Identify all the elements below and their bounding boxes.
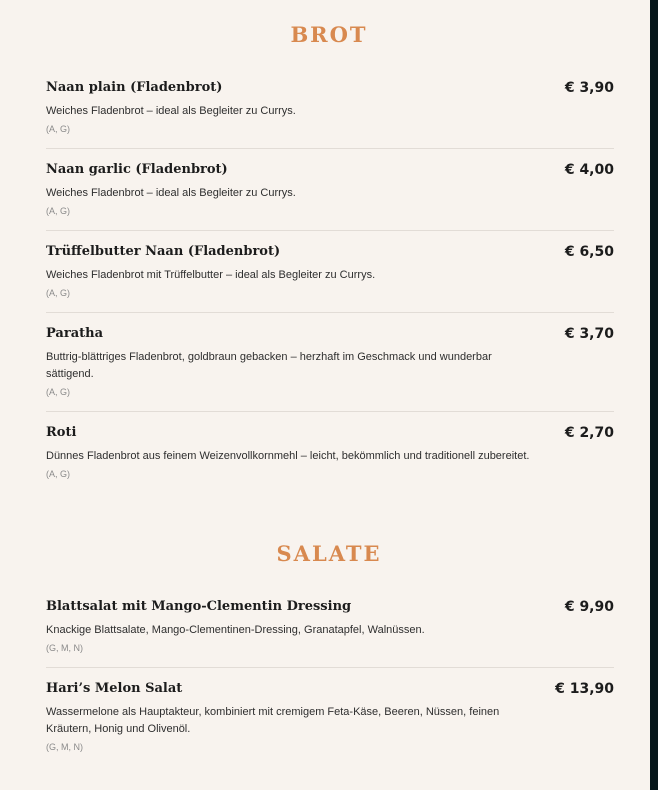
divider [46, 148, 614, 149]
item-price: € 6,50 [564, 244, 614, 260]
menu-item [46, 425, 614, 480]
item-description: Weiches Fladenbrot mit Trüffelbutter – ideal als Begleiter zu Currys. [46, 269, 376, 281]
item-price: € 3,90 [564, 80, 614, 96]
item-description: Buttrig-blättriges Fladenbrot, goldbraun gebacken – herzhaft im Geschmack und wunderbar sättigend. [46, 351, 492, 380]
item-price: € 3,70 [564, 326, 614, 342]
item-description: Weiches Fladenbrot – ideal als Begleiter zu Currys. [46, 105, 296, 117]
divider [46, 411, 614, 412]
item-allergens: (A, G) [46, 288, 70, 298]
menu-item [46, 681, 614, 753]
section-salate [0, 541, 658, 566]
item-name: Paratha [46, 326, 104, 341]
item-description: Weiches Fladenbrot – ideal als Begleiter zu Currys. [46, 187, 296, 199]
menu-item [46, 599, 614, 654]
menu-item [46, 162, 614, 217]
item-name: Blattsalat mit Mango-Clementin Dressing [46, 599, 352, 614]
item-allergens: (G, M, N) [46, 643, 83, 653]
menu-item [46, 326, 614, 398]
item-price: € 2,70 [564, 425, 614, 441]
divider [46, 312, 614, 313]
item-description: Dünnes Fladenbrot aus feinem Weizenvollkornmehl – leicht, bekömmlich und traditionell zubereitet. [46, 450, 530, 462]
menu-list-salate [46, 599, 614, 753]
divider [46, 667, 614, 668]
item-price: € 4,00 [564, 162, 614, 178]
item-allergens: (A, G) [46, 124, 70, 134]
item-name: Naan plain (Fladenbrot) [46, 80, 223, 95]
item-price: € 9,90 [564, 599, 614, 615]
menu-item [46, 80, 614, 135]
item-name: Hari’s Melon Salat [46, 681, 183, 696]
item-description: Wassermelone als Hauptakteur, kombiniert mit cremigem Feta-Käse, Beeren, Nüssen, feinen Kräutern, Honig und Olivenöl. [46, 706, 500, 735]
section-title: SALATE [276, 541, 382, 566]
item-name: Trüffelbutter Naan (Fladenbrot) [46, 244, 281, 259]
item-allergens: (A, G) [46, 387, 70, 397]
item-name: Roti [46, 425, 77, 440]
item-allergens: (A, G) [46, 469, 70, 479]
menu-list-brot [46, 80, 614, 480]
section-brot [0, 22, 658, 47]
item-allergens: (G, M, N) [46, 742, 83, 752]
item-price: € 13,90 [555, 681, 614, 697]
item-allergens: (A, G) [46, 206, 70, 216]
item-description: Knackige Blattsalate, Mango-Clementinen-Dressing, Granatapfel, Walnüssen. [46, 624, 425, 636]
section-title: BROT [290, 22, 368, 47]
item-name: Naan garlic (Fladenbrot) [46, 162, 228, 177]
divider [46, 230, 614, 231]
menu-item [46, 244, 614, 299]
